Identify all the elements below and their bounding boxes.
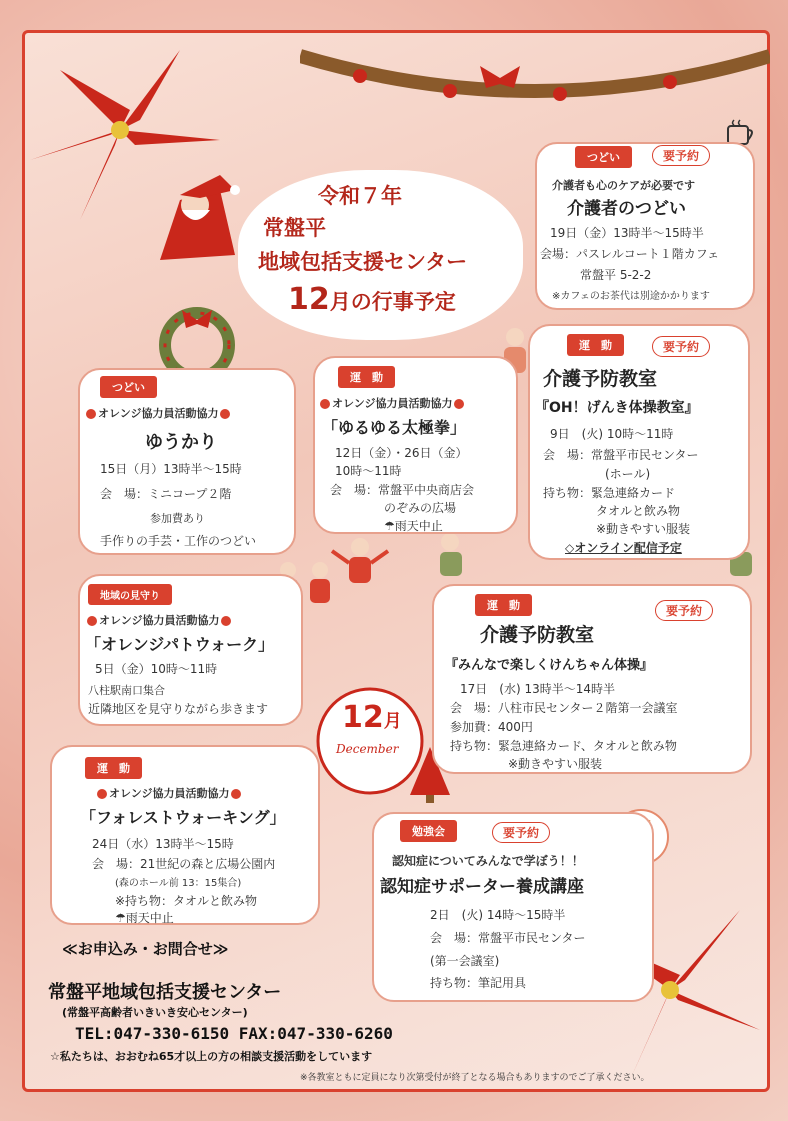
contact-note: ☆私たちは、おおむね65才以上の方の相談支援活動をしています	[50, 1050, 373, 1063]
yuukari-date: 15日（月）13時半～15時	[100, 462, 242, 476]
genki-subtitle: 『OH！げんき体操教室』	[535, 400, 699, 416]
taichi-date: 12日（金）・26日（金）	[335, 446, 468, 460]
dementia-date: 2日 (火) 14時～15時半	[430, 908, 566, 922]
orange-icon	[87, 616, 97, 626]
title-area: 常盤平	[263, 216, 326, 240]
month-badge-english: December	[336, 742, 399, 756]
forest-items: ※持ち物：タオルと飲み物	[115, 894, 258, 908]
reserve-badge-kenchan: 要予約	[655, 600, 713, 621]
taichi-venue1: 会 場：常盤平中央商店会	[330, 483, 475, 497]
forest-orange-label: オレンジ協力員活動協力	[95, 785, 243, 801]
yuukari-venue: 会 場：ミニコープ２階	[100, 487, 232, 501]
dementia-title: 認知症サポーター養成講座	[380, 877, 584, 897]
genki-items2: タオルと飲み物	[596, 504, 681, 518]
kenchan-venue: 会 場：八柱市民センター２階第一会議室	[450, 701, 678, 715]
contact-center-alias: (常盤平高齢者いきいき安心センター)	[62, 1006, 248, 1019]
forest-meet: (森のホール前 13：15集合)	[115, 878, 242, 889]
contact-center-name: 常盤平地域包括支援センター	[48, 982, 282, 1003]
title-center: 地域包括支援センター	[258, 250, 468, 274]
caregivers-note: ※カフェのお茶代は別途かかります	[552, 291, 710, 302]
kenchan-items1: 持ち物：緊急連絡カード、タオルと飲み物	[450, 739, 677, 753]
reserve-badge-genki: 要予約	[652, 336, 710, 357]
orange-icon	[320, 399, 330, 409]
genki-venue2: (ホール)	[605, 467, 651, 481]
umbrella-icon: ☂	[115, 911, 126, 925]
orange-icon	[454, 399, 464, 409]
yuukari-title: ゆうかり	[145, 432, 217, 453]
contact-phone-fax: TEL:047-330-6150 FAX:047-330-6260	[75, 1024, 393, 1043]
footnote: ※各教室ともに定員になり次第受付が終了となる場合もありますのでご了承ください。	[300, 1073, 650, 1083]
patrol-desc: 近隣地区を見守りながら歩きます	[88, 702, 269, 716]
caregivers-venue: 会場：パスレルコート１階カフェ	[540, 247, 720, 261]
tag-yuukari: つどい	[100, 376, 157, 398]
yuukari-fee: 参加費あり	[150, 512, 205, 525]
kenchan-fee: 参加費：400円	[450, 720, 533, 734]
dementia-venue2: (第一会議室)	[430, 954, 500, 968]
tag-kenchan: 運 動	[475, 594, 532, 616]
month-badge-unit: 月	[383, 711, 402, 732]
forest-venue: 会 場：21世紀の森と広場公園内	[92, 857, 276, 871]
caregivers-title: 介護者のつどい	[567, 199, 686, 219]
patrol-date: 5日（金）10時～11時	[95, 662, 218, 676]
umbrella-icon: ☂	[384, 519, 395, 533]
patrol-meet: 八柱駅南口集合	[88, 684, 165, 697]
genki-venue1: 会 場：常盤平市民センター	[543, 448, 699, 462]
tag-genki: 運 動	[567, 334, 624, 356]
tag-dementia: 勉強会	[400, 820, 457, 842]
forest-rain: ☂雨天中止	[115, 911, 174, 925]
caregivers-date: 19日（金）13時半～15時半	[550, 226, 704, 240]
reserve-badge-caregivers: 要予約	[652, 145, 710, 166]
kenchan-date: 17日 (水) 13時半～14時半	[460, 682, 615, 696]
tag-taichi: 運 動	[338, 366, 395, 388]
patrol-orange-label: オレンジ協力員活動協力	[85, 612, 233, 628]
caregivers-intro: 介護者も心のケアが必要です	[552, 179, 695, 192]
orange-icon	[220, 409, 230, 419]
month-badge-number: 12	[342, 700, 384, 735]
forest-title: 「フォレストウォーキング」	[80, 808, 286, 827]
genki-date: 9日 (火) 10時～11時	[550, 427, 674, 441]
dementia-venue1: 会 場：常盤平市民センター	[430, 931, 586, 945]
orange-icon	[221, 616, 231, 626]
genki-items3: ※動きやすい服装	[596, 522, 691, 536]
title-year: 令和７年	[318, 184, 402, 208]
genki-items1: 持ち物：緊急連絡カード	[543, 486, 676, 500]
kenchan-subtitle: 『みんなで楽しくけんちゃん体操』	[445, 658, 654, 673]
yuukari-desc: 手作りの手芸・工作のつどい	[100, 534, 257, 548]
dementia-items: 持ち物：筆記用具	[430, 976, 527, 990]
orange-icon	[231, 789, 241, 799]
title-month-text: 月の行事予定	[329, 290, 456, 314]
kenchan-items2: ※動きやすい服装	[508, 757, 603, 771]
taichi-orange-label: オレンジ協力員活動協力	[318, 395, 466, 411]
taichi-time: 10時～11時	[335, 464, 402, 478]
taichi-title: 「ゆるゆる太極拳」	[322, 418, 467, 437]
month-badge-label	[342, 700, 402, 735]
yuukari-orange-label: オレンジ協力員活動協力	[84, 405, 232, 421]
taichi-rain: ☂雨天中止	[384, 519, 443, 533]
dementia-intro: 認知症についてみんなで学ぼう！！	[392, 854, 584, 868]
patrol-title: 「オレンジパトウォーク」	[85, 635, 275, 654]
caregivers-address: 常盤平 5-2-2	[580, 268, 652, 282]
genki-online: ◇オンライン配信予定	[565, 541, 682, 555]
title-month	[288, 282, 456, 317]
contact-heading: ≪お申込み・お問合せ≫	[62, 940, 229, 958]
genki-title: 介護予防教室	[543, 368, 658, 390]
reserve-badge-dementia: 要予約	[492, 822, 550, 843]
title-month-number: 12	[288, 282, 330, 317]
tag-patrol: 地域の見守り	[88, 584, 172, 605]
santa-illustration	[140, 170, 250, 270]
tag-forest: 運 動	[85, 757, 142, 779]
taichi-venue2: のぞみの広場	[384, 501, 457, 515]
garland-decoration-top	[300, 36, 770, 106]
forest-date: 24日（水）13時半～15時	[92, 837, 234, 851]
tag-caregivers: つどい	[575, 146, 632, 168]
kenchan-title: 介護予防教室	[480, 624, 595, 646]
orange-icon	[97, 789, 107, 799]
orange-icon	[86, 409, 96, 419]
